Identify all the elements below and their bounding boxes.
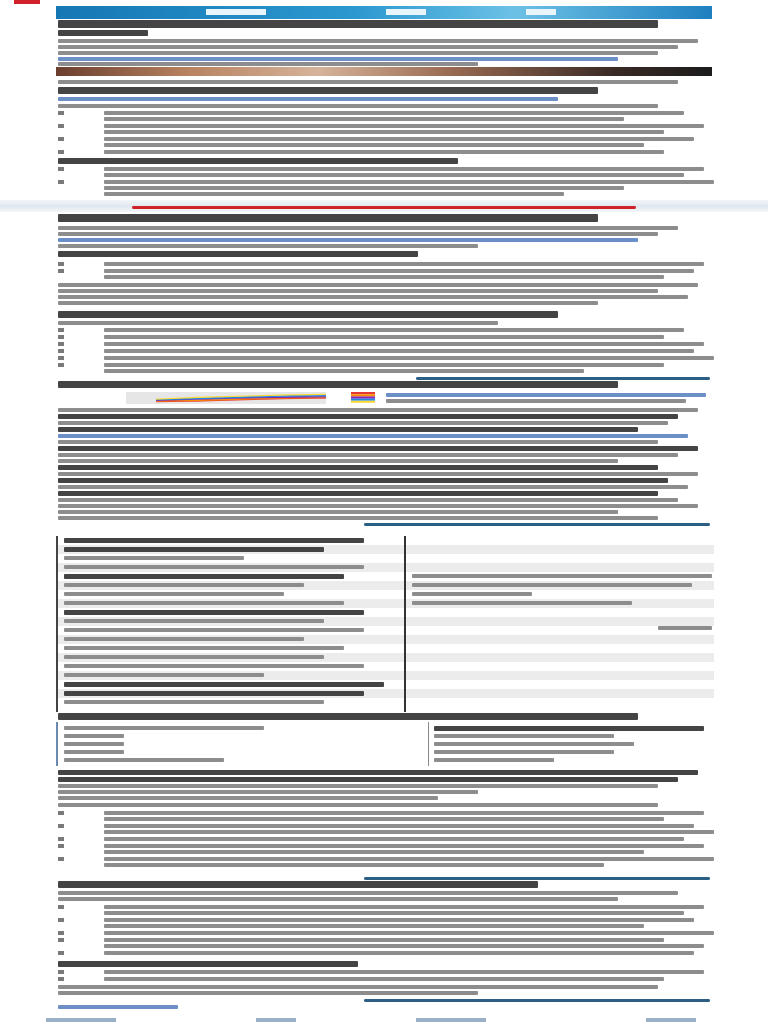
paragraph-text <box>58 427 638 432</box>
list-bullet <box>58 180 64 184</box>
section-heading <box>58 961 358 967</box>
table-cell <box>64 565 364 569</box>
paragraph-text <box>58 414 678 419</box>
list-bullet <box>58 349 64 353</box>
list-item <box>104 369 584 373</box>
footer-link[interactable] <box>58 1005 178 1009</box>
callout-accent <box>132 206 636 209</box>
list-bullet <box>58 335 64 339</box>
chart-legend-swatch-2 <box>351 394 375 396</box>
list-item <box>104 111 684 115</box>
list-item <box>104 931 714 935</box>
list-item <box>104 951 694 955</box>
table-cell <box>64 726 264 730</box>
paragraph-text <box>58 498 678 502</box>
footer-nav-item[interactable] <box>46 1018 116 1022</box>
chart-caption-link[interactable] <box>386 393 706 397</box>
section-heading <box>58 251 418 257</box>
footer-nav-item[interactable] <box>646 1018 696 1022</box>
section-divider <box>364 877 710 880</box>
paragraph-text <box>58 421 668 425</box>
paragraph-text <box>58 440 658 444</box>
table-cell <box>434 734 614 738</box>
section-divider <box>364 999 710 1002</box>
hero-photo <box>56 67 712 76</box>
title-line <box>58 20 658 28</box>
paragraph-text <box>58 985 658 989</box>
intro-text <box>58 51 658 55</box>
table-cell <box>64 547 324 552</box>
paragraph-text <box>58 104 658 108</box>
list-item <box>104 143 644 147</box>
list-item <box>104 356 714 360</box>
table-cell <box>658 626 712 630</box>
paragraph-text <box>58 459 618 463</box>
list-bullet <box>58 124 64 128</box>
article-page <box>56 0 712 1024</box>
list-item <box>104 844 704 848</box>
list-bullet <box>58 951 64 955</box>
list-item <box>104 837 684 841</box>
list-item <box>104 117 624 121</box>
paragraph-text <box>58 510 618 514</box>
paragraph-text <box>58 478 668 483</box>
table-cell <box>64 646 344 650</box>
list-item <box>104 192 564 196</box>
list-bullet <box>58 970 64 974</box>
table-cell <box>64 700 324 704</box>
list-item <box>104 275 664 279</box>
paragraph-text <box>58 408 698 412</box>
intro-text <box>58 39 698 43</box>
title-line <box>58 30 148 36</box>
list-bullet <box>58 342 64 346</box>
paragraph-text <box>58 232 658 236</box>
table-cell <box>434 742 634 746</box>
paragraph-text <box>58 491 658 496</box>
list-item <box>104 335 664 339</box>
list-item <box>104 938 664 942</box>
paragraph-text <box>58 991 478 995</box>
paragraph-text <box>58 796 438 800</box>
paragraph-text <box>58 465 658 470</box>
paragraph-text <box>58 516 658 520</box>
table-cell <box>64 619 324 623</box>
caption-text <box>58 80 678 84</box>
list-bullet <box>58 811 64 815</box>
paragraph-text <box>58 453 678 457</box>
table-cell <box>64 601 344 605</box>
paragraph-text <box>58 897 618 901</box>
paragraph-text <box>58 777 678 782</box>
list-item <box>104 363 664 367</box>
paragraph-text <box>58 301 598 305</box>
intro-text <box>58 45 678 49</box>
section-heading <box>58 881 538 888</box>
table-cell <box>64 583 304 587</box>
list-bullet <box>58 824 64 828</box>
intro-link[interactable] <box>58 57 618 61</box>
list-item <box>104 905 704 909</box>
chart-legend-swatch-1 <box>351 392 375 394</box>
list-item <box>104 328 684 332</box>
table-cell <box>64 655 324 659</box>
table-cell <box>64 610 364 615</box>
list-bullet <box>58 905 64 909</box>
chart-legend-swatch-3 <box>351 396 375 398</box>
table-cell <box>412 583 692 587</box>
table-cell <box>64 637 304 641</box>
paragraph-link[interactable] <box>58 434 688 438</box>
list-item <box>104 130 664 134</box>
table-cell <box>64 628 364 632</box>
table-cell <box>434 758 554 762</box>
table-cell <box>64 664 364 668</box>
paragraph-text <box>58 485 688 489</box>
table-cell <box>64 592 284 596</box>
paragraph-text <box>58 803 658 807</box>
table-cell <box>64 750 124 754</box>
section-heading <box>58 381 618 388</box>
table-cell <box>64 556 244 560</box>
paragraph-text <box>58 504 698 508</box>
table-cell <box>434 726 704 731</box>
paragraph-text <box>58 784 658 788</box>
intro-text <box>58 62 478 66</box>
section-divider <box>416 377 710 380</box>
paragraph-text <box>58 283 698 287</box>
section-heading <box>58 214 598 222</box>
table-cell <box>64 734 124 738</box>
table-cell <box>412 592 532 596</box>
paragraph-text <box>58 446 698 451</box>
table-cell <box>434 750 614 754</box>
list-bullet <box>58 918 64 922</box>
list-item <box>104 186 624 190</box>
section-heading <box>58 713 638 720</box>
list-bullet <box>58 837 64 841</box>
brand-logo[interactable] <box>14 0 40 4</box>
paragraph-text <box>58 226 678 230</box>
list-item <box>104 970 704 974</box>
table-cell <box>64 538 364 543</box>
paragraph-text <box>58 891 678 895</box>
list-item <box>104 911 684 915</box>
list-item <box>104 924 644 928</box>
section-divider <box>364 523 710 526</box>
list-item <box>104 944 704 948</box>
list-item <box>104 977 664 981</box>
list-bullet <box>58 269 64 273</box>
paragraph-text <box>58 790 478 794</box>
list-item <box>104 173 684 177</box>
table-cell <box>64 574 344 579</box>
paragraph-text <box>58 472 698 476</box>
list-bullet <box>58 938 64 942</box>
list-bullet <box>58 167 64 171</box>
section-heading <box>58 158 458 164</box>
list-item <box>104 180 714 184</box>
list-item <box>104 811 704 815</box>
paragraph-text <box>58 295 688 299</box>
hero-banner <box>56 6 712 19</box>
chart-legend-swatch-4 <box>351 399 375 401</box>
list-item <box>104 262 704 266</box>
list-item <box>104 850 644 854</box>
list-item <box>104 269 694 273</box>
paragraph-text <box>58 289 658 293</box>
chart-legend-swatch-5 <box>351 401 375 403</box>
table-cell <box>412 601 632 605</box>
chart-svg <box>66 390 386 406</box>
list-item <box>104 137 694 141</box>
list-bullet <box>58 262 64 266</box>
paragraph-text <box>58 321 498 325</box>
list-item <box>104 824 694 828</box>
table-cell <box>64 673 264 677</box>
chart-caption <box>386 399 686 403</box>
footer-nav-item[interactable] <box>256 1018 296 1022</box>
paragraph-text <box>58 244 478 248</box>
list-bullet <box>58 356 64 360</box>
list-bullet <box>58 111 64 115</box>
footer-nav-item[interactable] <box>416 1018 486 1022</box>
list-item <box>104 167 704 171</box>
paragraph-text <box>58 770 698 775</box>
footer-nav <box>56 1016 712 1024</box>
list-bullet <box>58 977 64 981</box>
list-item <box>104 342 704 346</box>
table-column-divider <box>428 722 429 766</box>
list-item <box>104 124 704 128</box>
data-table <box>56 536 714 712</box>
list-bullet <box>58 137 64 141</box>
table-cell <box>412 574 712 578</box>
list-item <box>104 918 694 922</box>
list-bullet <box>58 844 64 848</box>
section-heading <box>58 87 598 94</box>
list-item <box>104 150 664 154</box>
chart <box>66 390 386 406</box>
table-column-divider <box>404 536 406 712</box>
table-cell <box>64 682 384 687</box>
list-bullet <box>58 328 64 332</box>
table-cell <box>64 691 364 696</box>
table-cell <box>64 742 124 746</box>
list-item <box>104 830 714 834</box>
section-link[interactable] <box>58 97 558 101</box>
list-bullet <box>58 363 64 367</box>
list-item <box>104 863 604 867</box>
list-item <box>104 817 664 821</box>
list-bullet <box>58 931 64 935</box>
list-item <box>104 857 714 861</box>
paragraph-link[interactable] <box>58 238 638 242</box>
list-bullet <box>58 150 64 154</box>
list-bullet <box>58 857 64 861</box>
list-item <box>104 349 694 353</box>
summary-table <box>56 722 714 766</box>
table-cell <box>64 758 224 762</box>
section-heading <box>58 311 558 318</box>
